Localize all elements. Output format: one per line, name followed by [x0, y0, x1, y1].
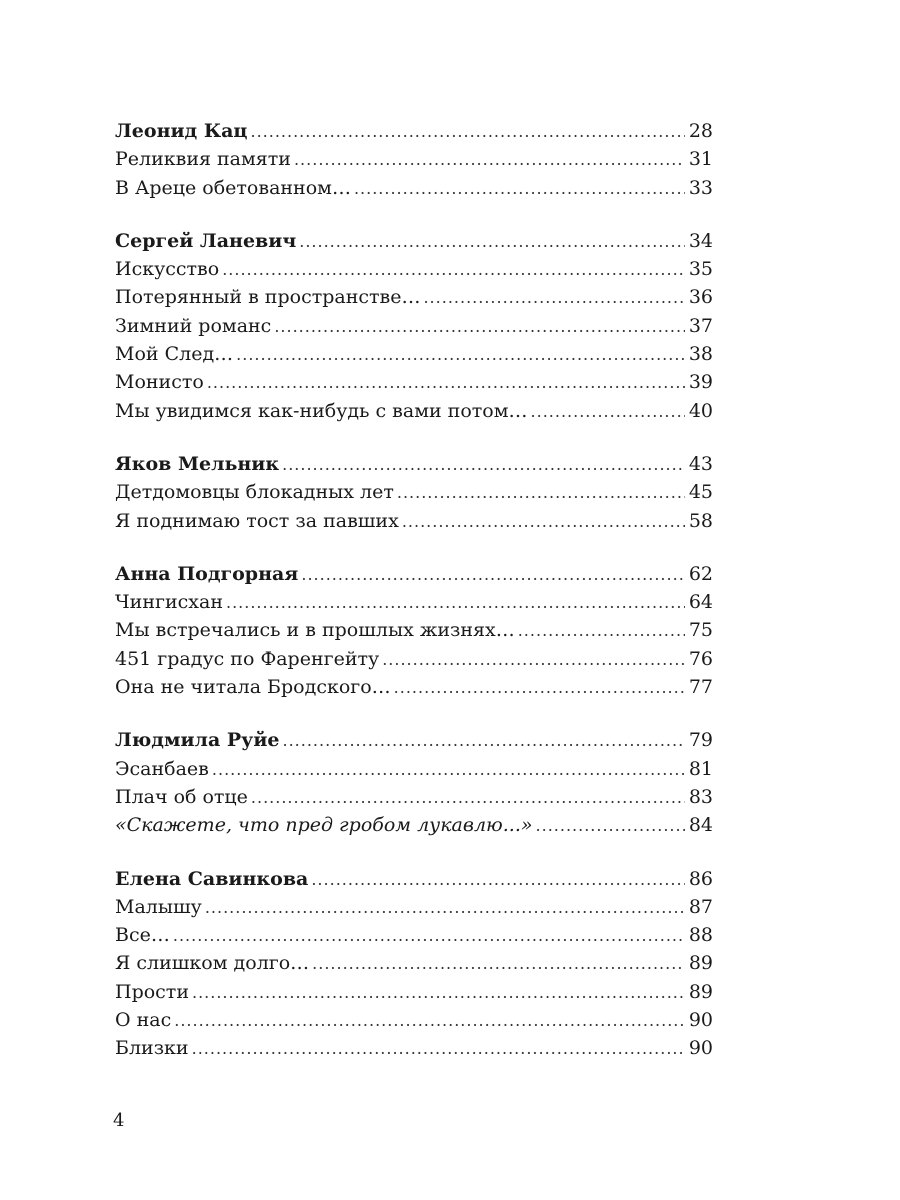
toc-entry	[115, 588, 713, 616]
dot-leader	[207, 369, 685, 397]
dot-leader	[205, 894, 685, 922]
author-name: Сергей Ланевич	[115, 229, 297, 252]
entry-title: Зимний романс	[115, 314, 272, 337]
dot-leader	[174, 1007, 685, 1035]
dot-leader	[301, 561, 684, 589]
table-of-contents	[115, 117, 713, 1088]
toc-entry	[115, 174, 713, 202]
entry-page-number: 40	[688, 399, 713, 422]
entry-page-number: 35	[688, 258, 713, 281]
entry-title: Искусство	[115, 258, 220, 281]
dot-leader	[212, 756, 685, 784]
toc-author-entry	[115, 726, 713, 754]
toc-author-entry	[115, 450, 713, 478]
dot-leader	[394, 674, 685, 702]
entry-page-number: 64	[688, 591, 713, 614]
entry-title: Монисто	[115, 371, 204, 394]
toc-author-entry	[115, 227, 713, 255]
entry-title: 451 градус по Фаренгейту	[115, 647, 380, 670]
dot-leader	[282, 451, 685, 479]
toc-entry	[115, 978, 713, 1006]
entry-page-number: 38	[688, 343, 713, 366]
dot-leader	[250, 118, 684, 146]
entry-page-number: 43	[688, 452, 713, 475]
toc-author-entry	[115, 117, 713, 145]
entry-page-number: 86	[688, 867, 713, 890]
dot-leader	[423, 284, 684, 312]
toc-entry	[115, 921, 713, 949]
entry-page-number: 34	[688, 229, 713, 252]
toc-entry	[115, 397, 713, 425]
dot-leader	[173, 922, 685, 950]
entry-page-number: 90	[688, 1009, 713, 1032]
entry-page-number: 62	[688, 562, 713, 585]
dot-leader	[283, 727, 685, 755]
entry-page-number: 36	[688, 286, 713, 309]
entry-title: Детдомовцы блокадных лет	[115, 481, 394, 504]
toc-section	[115, 560, 713, 701]
toc-entry	[115, 145, 713, 173]
entry-title: Чингисхан	[115, 591, 223, 614]
entry-title: «Скажете, что пред гробом лукавлю...»	[115, 814, 533, 837]
toc-entry	[115, 340, 713, 368]
entry-title: Малышу	[115, 895, 202, 918]
entry-page-number: 76	[688, 647, 713, 670]
dot-leader	[274, 313, 684, 341]
entry-page-number: 37	[688, 314, 713, 337]
dot-leader	[312, 950, 685, 978]
entry-title: Мы встречались и в прошлых жизнях…	[115, 619, 515, 642]
toc-entry	[115, 478, 713, 506]
entry-page-number: 90	[688, 1037, 713, 1060]
dot-leader	[531, 398, 685, 426]
dot-leader	[518, 617, 685, 645]
entry-page-number: 58	[688, 509, 713, 532]
entry-title: Я поднимаю тост за павших	[115, 509, 399, 532]
toc-author-entry	[115, 560, 713, 588]
toc-entry	[115, 1006, 713, 1034]
entry-title: Я слишком долго…	[115, 952, 310, 975]
toc-entry	[115, 368, 713, 396]
entry-title: Прости	[115, 980, 189, 1003]
toc-entry	[115, 645, 713, 673]
entry-title: Мой След…	[115, 343, 234, 366]
toc-author-entry	[115, 865, 713, 893]
dot-leader	[299, 228, 685, 256]
entry-page-number: 88	[688, 924, 713, 947]
entry-page-number: 87	[688, 895, 713, 918]
dot-leader	[354, 175, 685, 203]
entry-title: В Ареце обетованном…	[115, 176, 351, 199]
entry-title: Близки	[115, 1037, 189, 1060]
entry-title: Мы увидимся как-нибудь с вами потом…	[115, 399, 528, 422]
entry-page-number: 28	[688, 120, 713, 142]
toc-entry	[115, 616, 713, 644]
toc-entry	[115, 755, 713, 783]
entry-title: Все…	[115, 924, 170, 947]
entry-page-number: 77	[688, 676, 713, 699]
dot-leader	[236, 341, 685, 369]
toc-section	[115, 117, 713, 202]
entry-page-number: 39	[688, 371, 713, 394]
author-name: Елена Савинкова	[115, 867, 309, 890]
dot-leader	[382, 646, 685, 674]
toc-entry	[115, 783, 713, 811]
entry-page-number: 33	[688, 176, 713, 199]
entry-page-number: 75	[688, 619, 713, 642]
toc-section	[115, 726, 713, 839]
dot-leader	[536, 812, 685, 840]
toc-section	[115, 227, 713, 425]
entry-title: Она не читала Бродского…	[115, 676, 391, 699]
dot-leader	[192, 1035, 685, 1063]
entry-page-number: 89	[688, 952, 713, 975]
dot-leader	[397, 479, 685, 507]
toc-section	[115, 865, 713, 1063]
page-number: 4	[113, 1110, 125, 1131]
toc-entry	[115, 811, 713, 839]
toc-entry	[115, 673, 713, 701]
toc-section	[115, 450, 713, 535]
author-name: Анна Подгорная	[115, 562, 299, 585]
toc-entry	[115, 255, 713, 283]
entry-title: Потерянный в пространстве…	[115, 286, 421, 309]
toc-entry	[115, 1034, 713, 1062]
entry-page-number: 81	[688, 757, 713, 780]
entry-page-number: 31	[688, 148, 713, 171]
entry-title: Плач об отце	[115, 785, 248, 808]
dot-leader	[402, 508, 685, 536]
entry-title: О нас	[115, 1009, 172, 1032]
toc-entry	[115, 893, 713, 921]
entry-page-number: 45	[688, 481, 713, 504]
dot-leader	[192, 979, 685, 1007]
entry-page-number: 89	[688, 980, 713, 1003]
dot-leader	[226, 589, 685, 617]
entry-title: Реликвия памяти	[115, 148, 291, 171]
entry-title: Эсанбаев	[115, 757, 209, 780]
entry-page-number: 84	[688, 814, 713, 837]
author-name: Яков Мельник	[115, 452, 280, 475]
toc-entry	[115, 949, 713, 977]
dot-leader	[311, 866, 684, 894]
entry-page-number: 79	[688, 729, 713, 752]
toc-entry	[115, 312, 713, 340]
dot-leader	[294, 146, 685, 174]
toc-entry	[115, 507, 713, 535]
dot-leader	[222, 256, 685, 284]
dot-leader	[251, 784, 685, 812]
author-name: Леонид Кац	[115, 120, 248, 142]
entry-page-number: 83	[688, 785, 713, 808]
author-name: Людмила Руйе	[115, 729, 280, 752]
toc-entry	[115, 283, 713, 311]
